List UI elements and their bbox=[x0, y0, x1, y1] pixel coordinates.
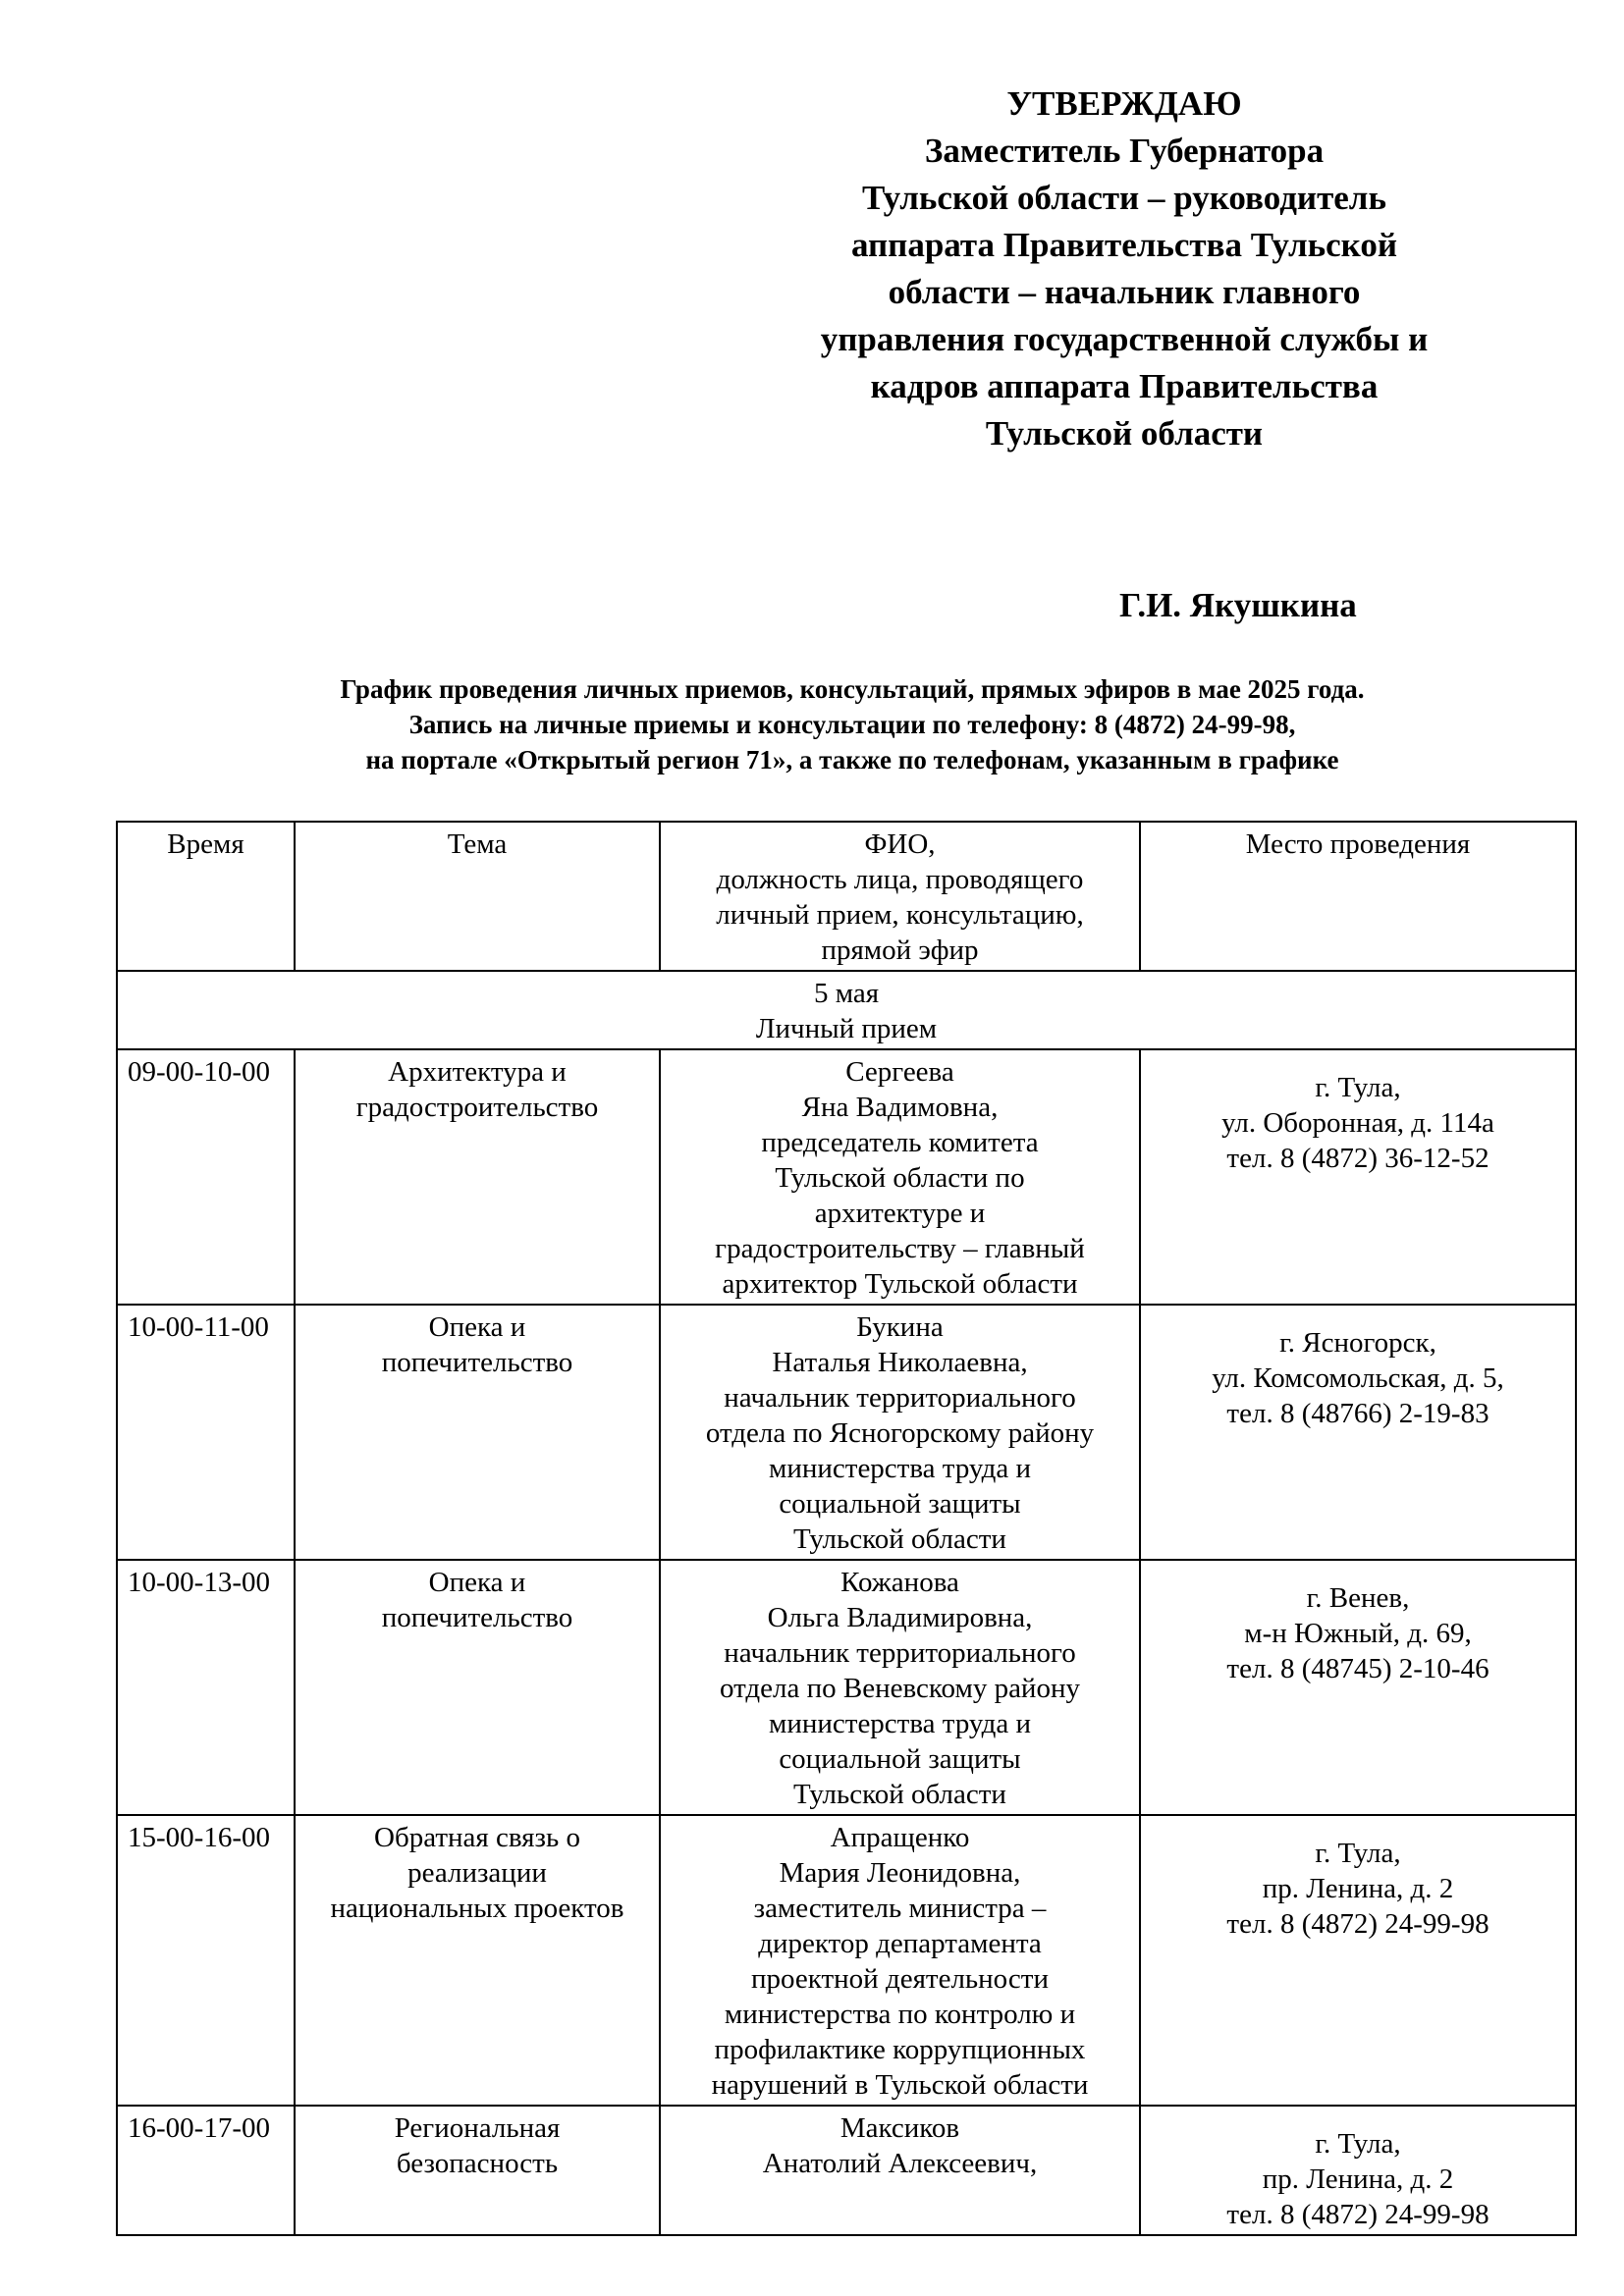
schedule-table bbox=[116, 821, 1577, 2236]
section-type: Личный прием bbox=[755, 1013, 938, 1044]
header-place: Место проведения bbox=[1140, 822, 1576, 971]
cell-time: 10-00-13-00 bbox=[117, 1560, 295, 1815]
section-date: 5 мая bbox=[813, 978, 880, 1009]
approval-line: области – начальник главного bbox=[888, 273, 1361, 311]
approval-title: УТВЕРЖДАЮ bbox=[1006, 84, 1242, 123]
table-row bbox=[117, 1815, 1576, 2106]
approval-line: кадров аппарата Правительства bbox=[870, 367, 1379, 405]
cell-place: г. Тула, пр. Ленина, д. 2 тел. 8 (4872) 24-99-98 bbox=[1140, 1815, 1576, 2106]
approval-line: Тульской области – руководитель bbox=[862, 179, 1386, 217]
table-row bbox=[117, 1560, 1576, 1815]
document-heading bbox=[59, 671, 1624, 777]
cell-topic: Опека и попечительство bbox=[295, 1560, 660, 1815]
heading-line-2: Запись на личные приемы и консультации по телефону: 8 (4872) 24-99-98, bbox=[408, 710, 1296, 739]
cell-time: 09-00-10-00 bbox=[117, 1049, 295, 1305]
approval-line: Заместитель Губернатора bbox=[924, 132, 1325, 170]
header-time: Время bbox=[117, 822, 295, 971]
table-row bbox=[117, 1049, 1576, 1305]
table-row bbox=[117, 1305, 1576, 1560]
cell-place: г. Тула, ул. Оборонная, д. 114а тел. 8 (4872) 36-12-52 bbox=[1140, 1049, 1576, 1305]
cell-person: Букина Наталья Николаевна, начальник территориального отдела по Ясногорскому району министерства труда и социальной защиты Тульской области bbox=[660, 1305, 1140, 1560]
cell-person: Кожанова Ольга Владимировна, начальник территориального отдела по Веневскому району министерства труда и социальной защиты Тульской области bbox=[660, 1560, 1140, 1815]
table-row bbox=[117, 2106, 1576, 2235]
cell-topic: Обратная связь о реализации национальных проектов bbox=[295, 1815, 660, 2106]
approval-block bbox=[756, 80, 1492, 457]
cell-place: г. Ясногорск, ул. Комсомольская, д. 5, тел. 8 (48766) 2-19-83 bbox=[1140, 1305, 1576, 1560]
cell-time: 10-00-11-00 bbox=[117, 1305, 295, 1560]
table-header-row bbox=[117, 822, 1576, 971]
header-person: ФИО, должность лица, проводящего личный прием, консультацию, прямой эфир bbox=[660, 822, 1140, 971]
approval-line: аппарата Правительства Тульской bbox=[850, 226, 1398, 264]
cell-person: Сергеева Яна Вадимовна, председатель комитета Тульской области по архитектуре и градостроительству – главный архитектор Тульской области bbox=[660, 1049, 1140, 1305]
cell-time: 16-00-17-00 bbox=[117, 2106, 295, 2235]
heading-line-1: График проведения личных приемов, консультаций, прямых эфиров в мае 2025 года. bbox=[340, 674, 1365, 704]
signer-name: Г.И. Якушкина bbox=[1119, 586, 1357, 624]
cell-person: Максиков Анатолий Алексеевич, bbox=[660, 2106, 1140, 2235]
cell-place: г. Венев, м-н Южный, д. 69, тел. 8 (48745) 2-10-46 bbox=[1140, 1560, 1576, 1815]
section-cell bbox=[117, 971, 1576, 1049]
cell-time: 15-00-16-00 bbox=[117, 1815, 295, 2106]
header-topic: Тема bbox=[295, 822, 660, 971]
heading-line-3: на портале «Открытый регион 71», а также по телефонам, указанным в графике bbox=[365, 745, 1339, 774]
cell-topic: Опека и попечительство bbox=[295, 1305, 660, 1560]
cell-person: Апращенко Мария Леонидовна, заместитель министра – директор департамента проектной деятельности министерства по контролю и профилактике коррупционных нарушений в Тульской области bbox=[660, 1815, 1140, 2106]
cell-topic: Региональная безопасность bbox=[295, 2106, 660, 2235]
cell-place: г. Тула, пр. Ленина, д. 2 тел. 8 (4872) 24-99-98 bbox=[1140, 2106, 1576, 2235]
approval-line: управления государственной службы и bbox=[820, 320, 1429, 358]
cell-topic: Архитектура и градостроительство bbox=[295, 1049, 660, 1305]
section-row bbox=[117, 971, 1576, 1049]
approval-line: Тульской области bbox=[985, 414, 1264, 453]
